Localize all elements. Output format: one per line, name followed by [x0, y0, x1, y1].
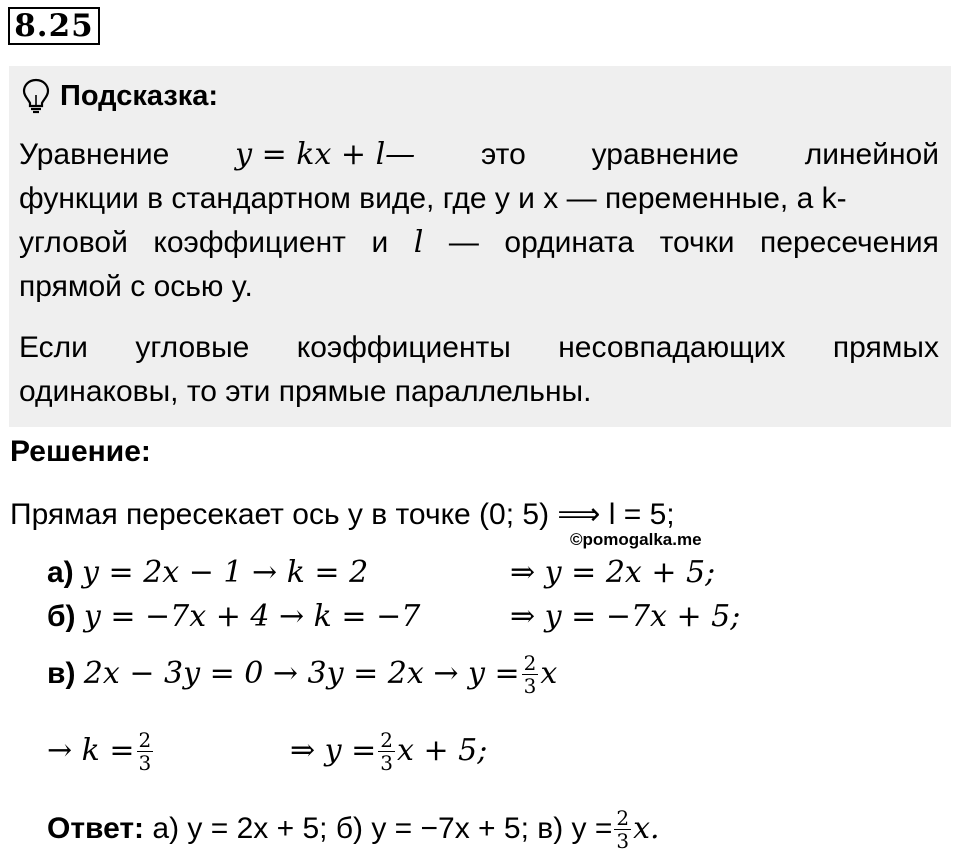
fraction-numerator: 2	[523, 650, 537, 675]
hint-word: прямых	[832, 331, 939, 364]
item-b-label: б)	[47, 600, 76, 633]
fraction-denominator: 3	[138, 750, 152, 775]
hint-word: и	[371, 226, 389, 259]
hint-word: это	[481, 138, 526, 171]
fraction-numerator: 2	[138, 727, 152, 752]
hint-word: Если	[19, 331, 88, 364]
item-a-result: ⇒ y = 2x + 5;	[510, 555, 716, 590]
item-v	[47, 649, 557, 699]
item-b-formula: y = −7x + 4 → k = −7	[83, 599, 421, 634]
item-b	[47, 597, 420, 637]
answer-tail: x.	[633, 811, 660, 846]
fraction-denominator: 3	[616, 828, 630, 853]
item-v-result-lhs: ⇒ y =	[290, 733, 377, 768]
hint-word: несовпадающих	[558, 331, 786, 364]
fraction	[137, 729, 154, 774]
hint-word: пересечения	[760, 226, 939, 259]
lightbulb-icon	[22, 78, 50, 114]
hint-word: линейной	[804, 138, 939, 171]
hint-line-6: одинаковы, то эти прямые параллельны.	[19, 375, 592, 408]
item-b-result: ⇒ y = −7x + 5;	[510, 599, 741, 634]
hint-word: угловой	[19, 226, 128, 259]
hint-line-3	[19, 221, 939, 265]
item-v-continued	[47, 726, 155, 776]
answer-label: Ответ:	[47, 812, 145, 845]
hint-word: угловые	[135, 331, 250, 364]
solution-title: Решение:	[10, 435, 151, 468]
hint-line-4: прямой с осью y.	[19, 270, 253, 303]
item-v-result-rhs: x + 5;	[397, 733, 488, 768]
fraction-denominator: 3	[380, 750, 394, 775]
fraction	[522, 652, 539, 697]
hint-word: точки	[659, 226, 735, 259]
item-a-label: а)	[47, 556, 74, 589]
hint-word: коэффициенты	[296, 331, 511, 364]
answer-text: а) y = 2x + 5; б) y = −7x + 5; в) y =	[152, 812, 613, 845]
item-v-k: → k =	[47, 733, 135, 768]
hint-header	[22, 78, 218, 114]
hint-word: —	[448, 226, 479, 259]
item-v-result	[290, 726, 487, 776]
hint-word: Уравнение	[19, 138, 170, 171]
item-a	[47, 553, 368, 593]
hint-formula: y = kx + l—	[235, 137, 416, 172]
hint-line-1	[19, 133, 939, 177]
answer	[47, 804, 660, 854]
item-v-var: x	[540, 656, 558, 691]
task-number: 8.25	[8, 7, 100, 45]
fraction-denominator: 3	[523, 673, 537, 698]
hint-title: Подсказка:	[60, 79, 219, 112]
item-v-label: в)	[47, 657, 76, 690]
hint-word: l	[413, 225, 424, 260]
fraction	[378, 729, 395, 774]
item-a-formula: y = 2x − 1 → k = 2	[82, 555, 369, 590]
item-v-formula: 2x − 3y = 0 → 3y = 2x → y =	[83, 656, 520, 691]
hint-line-5	[19, 326, 939, 370]
hint-word: ордината	[504, 226, 635, 259]
watermark: ©pomogalka.me	[570, 530, 702, 549]
hint-word: коэффициент	[153, 226, 346, 259]
hint-word: уравнение	[591, 138, 739, 171]
fraction-numerator: 2	[380, 727, 394, 752]
fraction-numerator: 2	[616, 805, 630, 830]
hint-line-2: функции в стандартном виде, где y и x — переменные, а k-	[19, 182, 847, 215]
solution-intro: Прямая пересекает ось y в точке (0; 5) ⟹ l = 5;	[10, 498, 675, 531]
fraction	[614, 807, 631, 852]
